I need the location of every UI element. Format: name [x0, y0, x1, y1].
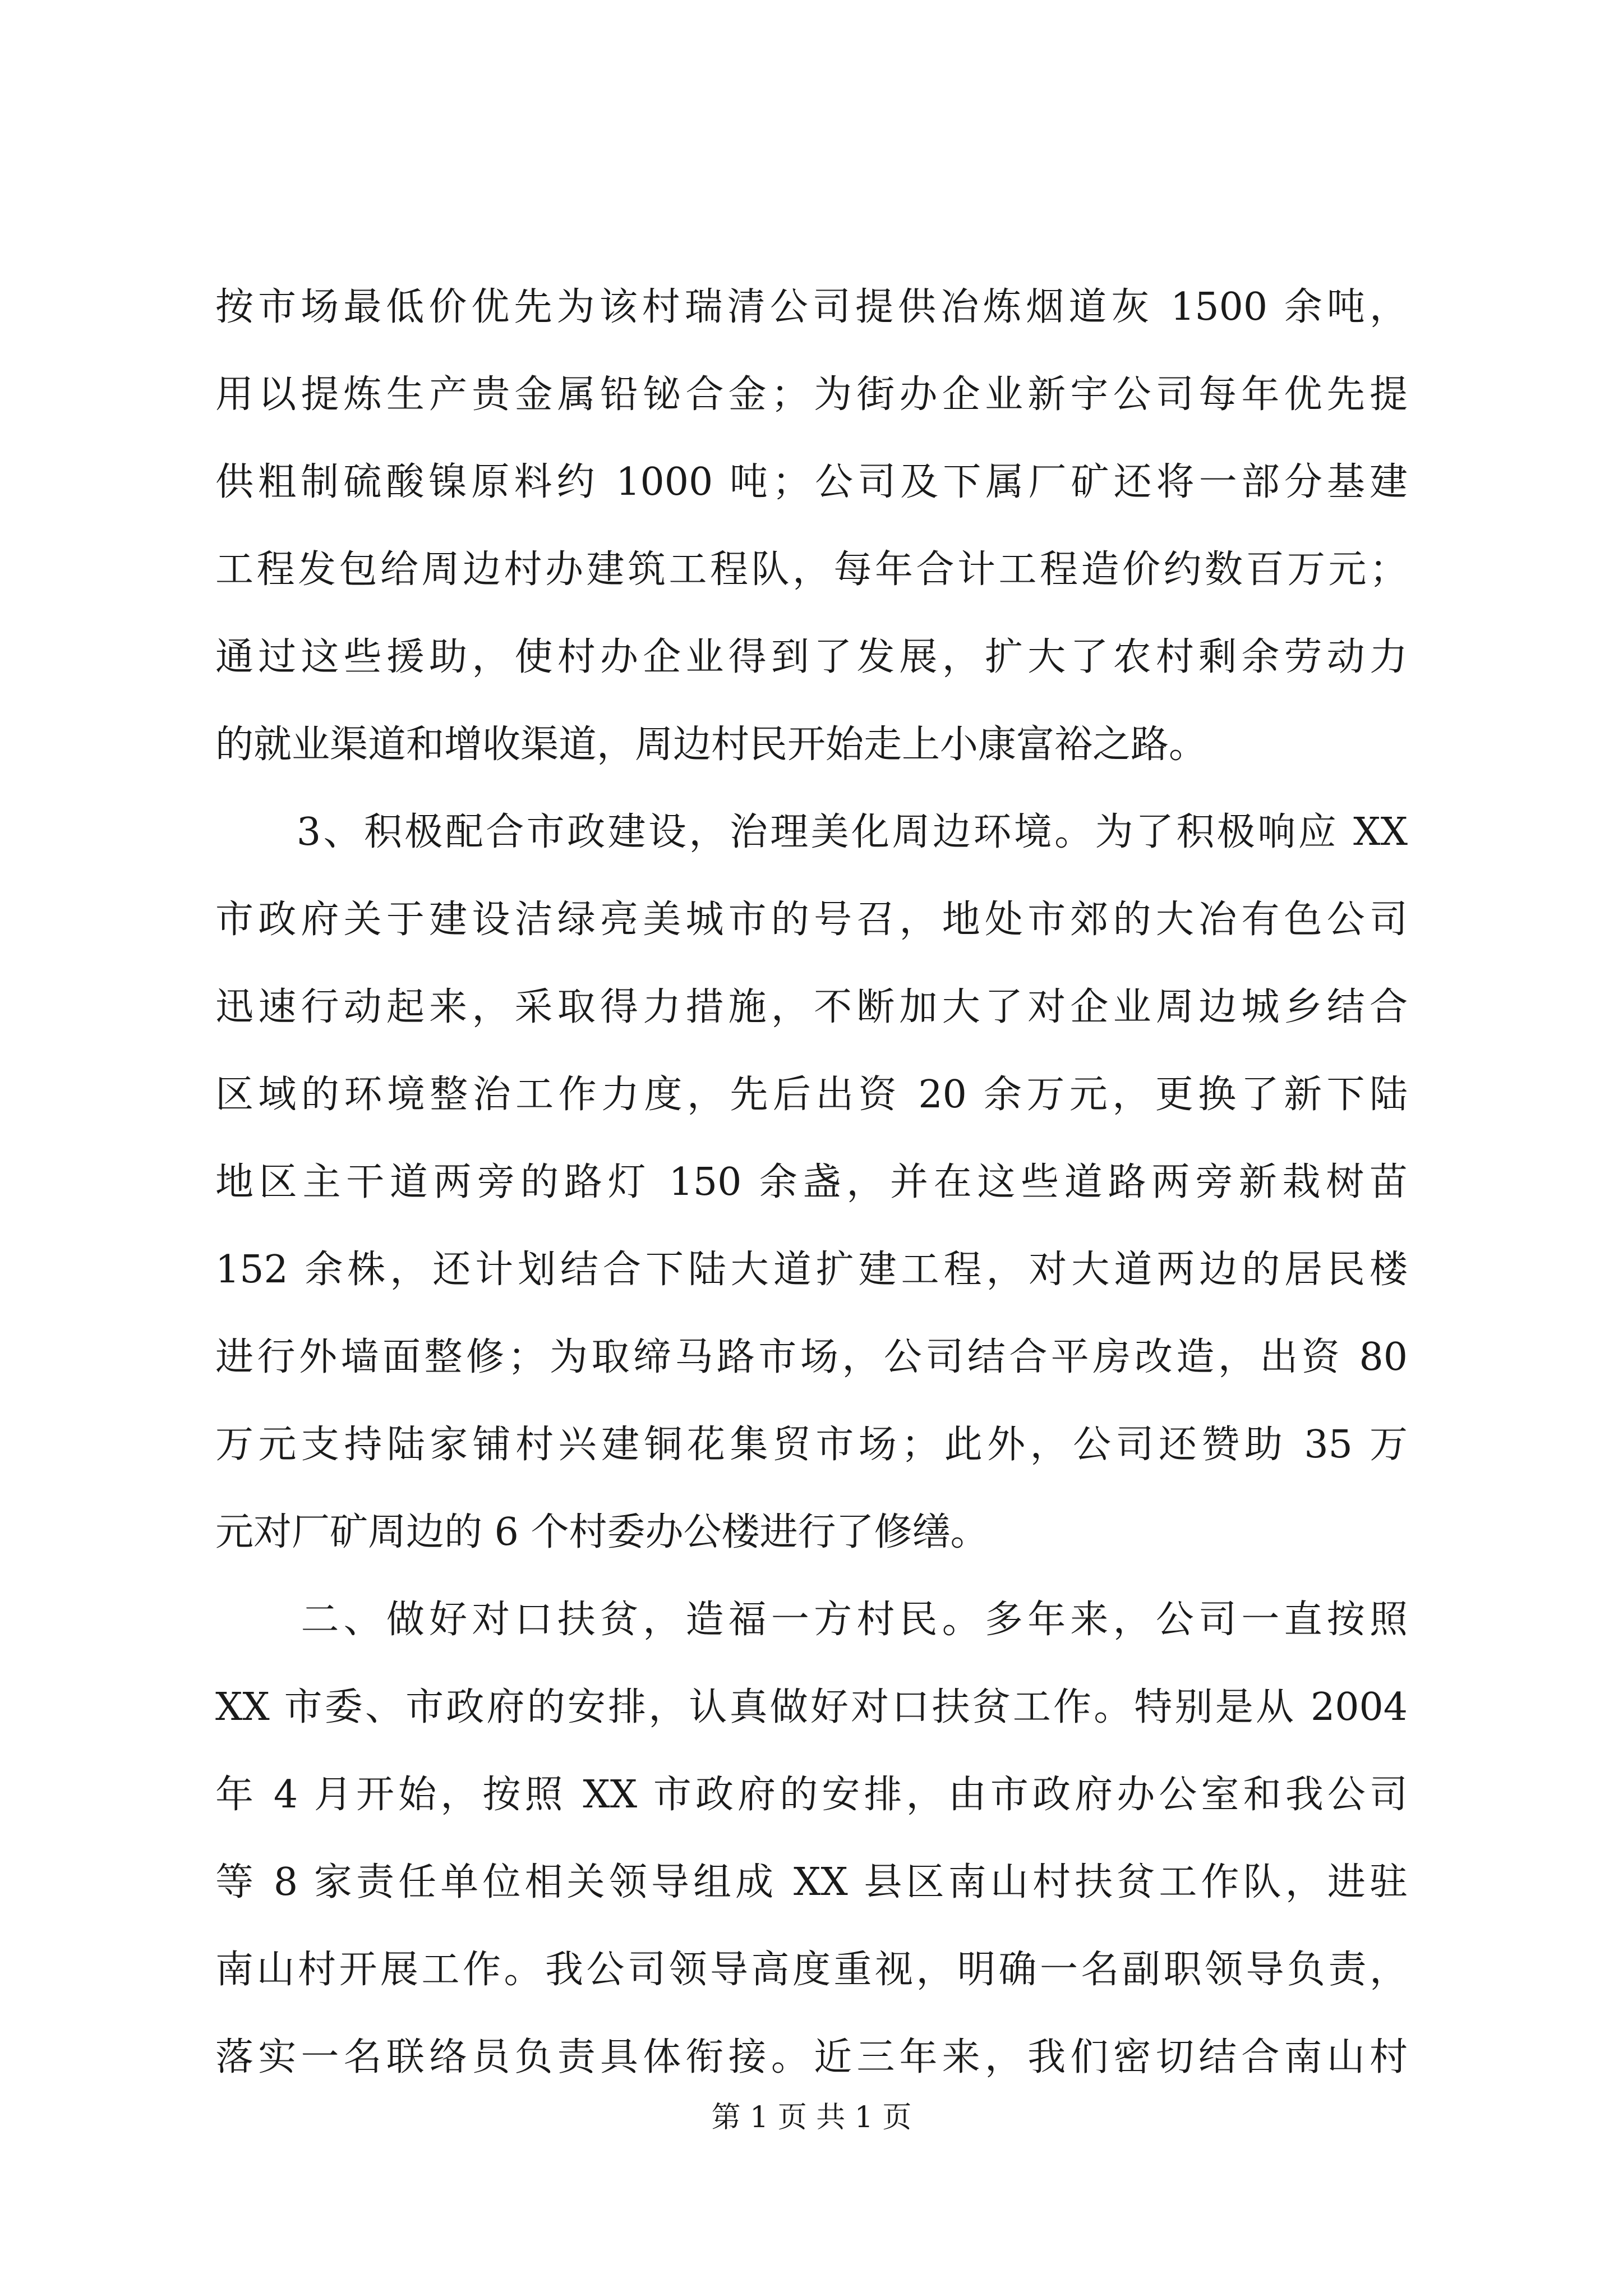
text-line: 元对厂矿周边的 6 个村委办公楼进行了修缮。	[215, 1510, 989, 1554]
text-line: 用以提炼生产贵金属铅铋合金；为街办企业新宇公司每年优先提	[215, 372, 1408, 417]
text-line: 二、做好对口扶贫，造福一方村民。多年来，公司一直按照	[215, 1598, 1408, 1642]
text-line: 通过这些援助，使村办企业得到了发展，扩大了农村剩余劳动力	[215, 635, 1408, 679]
paragraph	[215, 789, 1408, 1576]
text-line: 南山村开展工作。我公司领导高度重视，明确一名副职领导负责，	[215, 1948, 1408, 1992]
text-line: 工程发包给周边村办建筑工程队，每年合计工程造价约数百万元；	[215, 547, 1408, 592]
text-line: 进行外墙面整修；为取缔马路市场，公司结合平房改造，出资 80	[215, 1335, 1408, 1379]
paragraph	[215, 264, 1408, 789]
text-line: 3、积极配合市政建设，治理美化周边环境。为了积极响应 XX	[215, 810, 1408, 854]
text-line: 落实一名联络员负责具体衔接。近三年来，我们密切结合南山村	[215, 2035, 1408, 2079]
text-line: 迅速行动起来，采取得力措施，不断加大了对企业周边城乡结合	[215, 985, 1408, 1029]
text-line: 等 8 家责任单位相关领导组成 XX 县区南山村扶贫工作队，进驻	[215, 1860, 1408, 1904]
text-line: 供粗制硫酸镍原料约 1000 吨；公司及下属厂矿还将一部分基建	[215, 460, 1408, 504]
text-line: 地区主干道两旁的路灯 150 余盏，并在这些道路两旁新栽树苗	[215, 1160, 1408, 1204]
text-line: 区域的环境整治工作力度，先后出资 20 余万元，更换了新下陆	[215, 1073, 1408, 1117]
text-line: 年 4 月开始，按照 XX 市政府的安排，由市政府办公室和我公司	[215, 1773, 1408, 1817]
text-line: 万元支持陆家铺村兴建铜花集贸市场；此外，公司还赞助 35 万	[215, 1423, 1408, 1467]
page-number-footer: 第 1 页 共 1 页	[711, 2101, 912, 2134]
text-line: 的就业渠道和增收渠道，周边村民开始走上小康富裕之路。	[215, 723, 1207, 767]
text-line: 按市场最低价优先为该村瑞清公司提供冶炼烟道灰 1500 余吨，	[215, 285, 1408, 329]
text-line: 市政府关于建设洁绿亮美城市的号召，地处市郊的大冶有色公司	[215, 898, 1408, 942]
paragraph	[215, 1576, 1408, 2101]
text-line: 152 余株，还计划结合下陆大道扩建工程，对大道两边的居民楼	[215, 1248, 1408, 1292]
document-body	[215, 264, 1408, 2101]
text-line: XX 市委、市政府的安排，认真做好对口扶贫工作。特别是从 2004	[215, 1685, 1408, 1729]
